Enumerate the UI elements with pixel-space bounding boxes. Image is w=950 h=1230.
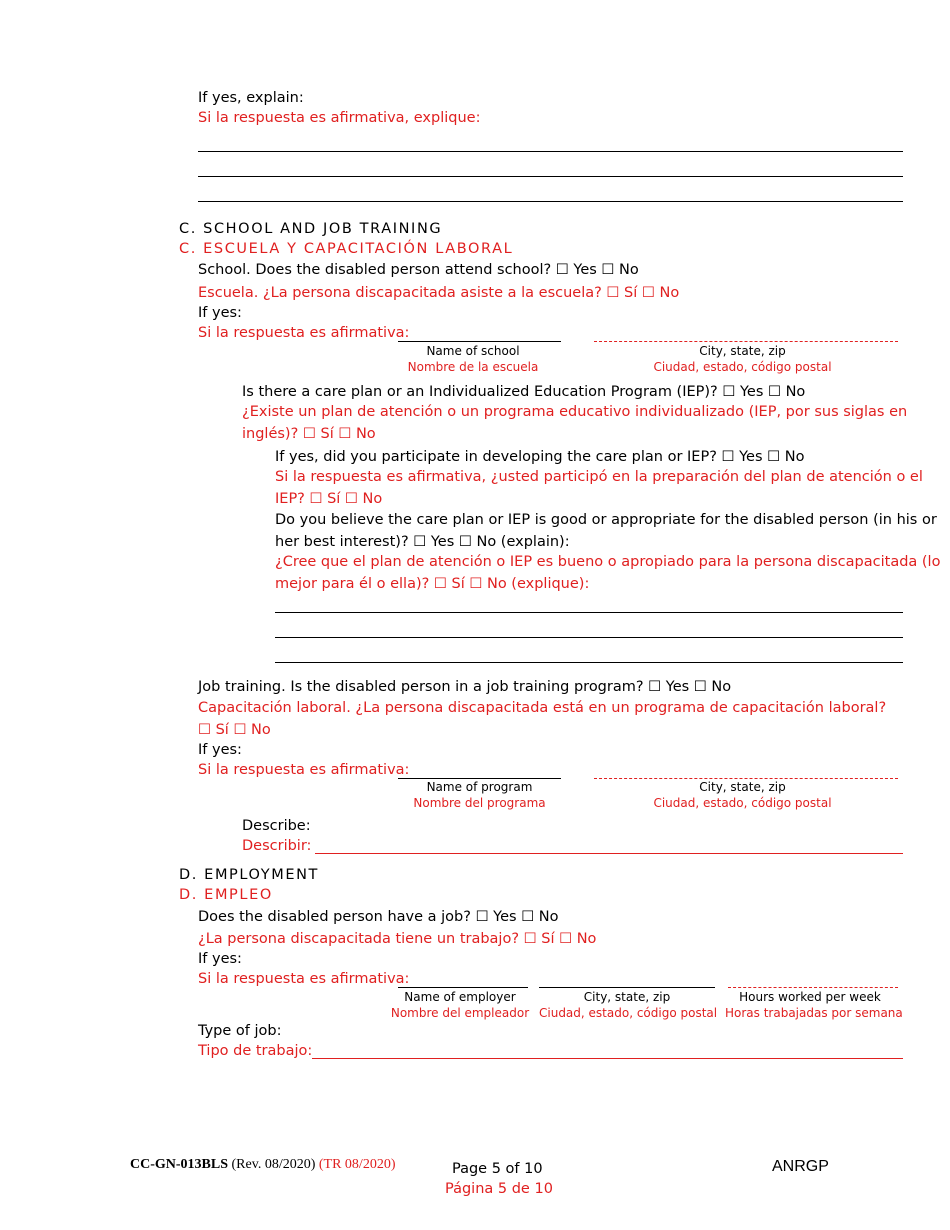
employment-if-yes: If yes:	[198, 951, 242, 967]
job-training-question[interactable]: Job training. Is the disabled person in a job training program? ☐ Yes ☐ No	[198, 679, 732, 695]
school-question[interactable]: School. Does the disabled person attend school? ☐ Yes ☐ No	[198, 262, 639, 278]
employer-city-caption-es: Ciudad, estado, código postal	[539, 1006, 718, 1020]
program-city-caption: City, state, zip	[699, 780, 786, 794]
participate-question-es-2[interactable]: IEP? ☐ Sí ☐ No	[275, 491, 383, 507]
participate-question-es-1: Si la respuesta es afirmativa, ¿usted participó en la preparación del plan de atención o el	[275, 469, 923, 485]
believe-question-es-1: ¿Cree que el plan de atención o IEP es bueno o apropiado para la persona discapacitada (lo	[275, 554, 941, 570]
job-training-if-yes: If yes:	[198, 742, 242, 758]
employment-question-es[interactable]: ¿La persona discapacitada tiene un trabajo? ☐ Sí ☐ No	[198, 931, 597, 947]
explain-line-3[interactable]	[198, 201, 903, 202]
section-d-heading-es: D. EMPLEO	[179, 887, 273, 903]
believe-line-1[interactable]	[275, 612, 903, 613]
describe-label: Describe:	[242, 818, 311, 834]
employment-if-yes-es: Si la respuesta es afirmativa:	[198, 971, 410, 987]
hours-field[interactable]	[728, 987, 898, 988]
iep-question-es-2[interactable]: inglés)? ☐ Sí ☐ No	[242, 426, 376, 442]
school-if-yes-es: Si la respuesta es afirmativa:	[198, 325, 410, 341]
iep-question[interactable]: Is there a care plan or an Individualized Education Program (IEP)? ☐ Yes ☐ No	[242, 384, 806, 400]
type-of-job-label: Type of job:	[198, 1023, 282, 1039]
program-city-caption-es: Ciudad, estado, código postal	[653, 796, 832, 810]
employer-name-caption: Name of employer	[404, 990, 516, 1004]
page-number: Page 5 of 10	[452, 1161, 543, 1177]
section-c-heading: C. SCHOOL AND JOB TRAINING	[179, 221, 443, 237]
form-code: CC-GN-013BLS	[130, 1157, 229, 1172]
form-revision: (Rev. 08/2020)	[231, 1157, 316, 1172]
program-name-field[interactable]	[398, 778, 561, 779]
school-if-yes: If yes:	[198, 305, 242, 321]
explain-line-2[interactable]	[198, 176, 903, 177]
school-name-caption: Name of school	[426, 344, 520, 358]
program-name-caption-es: Nombre del programa	[413, 796, 546, 810]
believe-question-2[interactable]: her best interest)? ☐ Yes ☐ No (explain):	[275, 534, 570, 550]
program-city-field[interactable]	[594, 778, 898, 779]
job-training-question-es-2[interactable]: ☐ Sí ☐ No	[198, 722, 271, 738]
believe-question-1: Do you believe the care plan or IEP is good or appropriate for the disabled person (in his or	[275, 512, 937, 528]
form-translation-date: (TR 08/2020)	[318, 1157, 396, 1172]
believe-question-es-2[interactable]: mejor para él o ella)? ☐ Sí ☐ No (explique):	[275, 576, 590, 592]
section-d-heading: D. EMPLOYMENT	[179, 867, 320, 883]
employer-city-field[interactable]	[539, 987, 715, 988]
participate-question[interactable]: If yes, did you participate in developing the care plan or IEP? ☐ Yes ☐ No	[275, 449, 805, 465]
app-code: ANRGP	[772, 1158, 829, 1175]
job-training-question-es-1: Capacitación laboral. ¿La persona discapacitada está en un programa de capacitación laboral?	[198, 700, 887, 716]
explain-label-es: Si la respuesta es afirmativa, explique:	[198, 110, 481, 126]
form-code-footer	[130, 1157, 395, 1173]
describe-label-es: Describir:	[242, 838, 312, 854]
school-name-field[interactable]	[398, 341, 561, 342]
school-question-es[interactable]: Escuela. ¿La persona discapacitada asiste a la escuela? ☐ Sí ☐ No	[198, 285, 680, 301]
type-of-job-label-es: Tipo de trabajo:	[198, 1043, 313, 1059]
job-training-if-yes-es: Si la respuesta es afirmativa:	[198, 762, 410, 778]
hours-caption-es: Horas trabajadas por semana	[725, 1006, 903, 1020]
employer-name-field[interactable]	[398, 987, 528, 988]
employer-city-caption: City, state, zip	[583, 990, 671, 1004]
program-name-caption: Name of program	[426, 780, 533, 794]
school-name-caption-es: Nombre de la escuela	[407, 360, 539, 374]
page-number-es: Página 5 de 10	[445, 1181, 553, 1197]
iep-question-es-1: ¿Existe un plan de atención o un programa educativo individualizado (IEP, por sus siglas en	[242, 404, 908, 420]
hours-caption: Hours worked per week	[739, 990, 881, 1004]
school-city-caption-es: Ciudad, estado, código postal	[653, 360, 832, 374]
employment-question[interactable]: Does the disabled person have a job? ☐ Yes ☐ No	[198, 909, 559, 925]
school-city-caption: City, state, zip	[699, 344, 786, 358]
believe-line-2[interactable]	[275, 637, 903, 638]
believe-line-3[interactable]	[275, 662, 903, 663]
explain-label: If yes, explain:	[198, 90, 304, 106]
type-of-job-field[interactable]	[312, 1058, 903, 1059]
section-c-heading-es: C. ESCUELA Y CAPACITACIÓN LABORAL	[179, 241, 514, 257]
describe-field[interactable]	[315, 853, 903, 854]
employer-name-caption-es: Nombre del empleador	[390, 1006, 530, 1020]
explain-line-1[interactable]	[198, 151, 903, 152]
school-city-field[interactable]	[594, 341, 898, 342]
